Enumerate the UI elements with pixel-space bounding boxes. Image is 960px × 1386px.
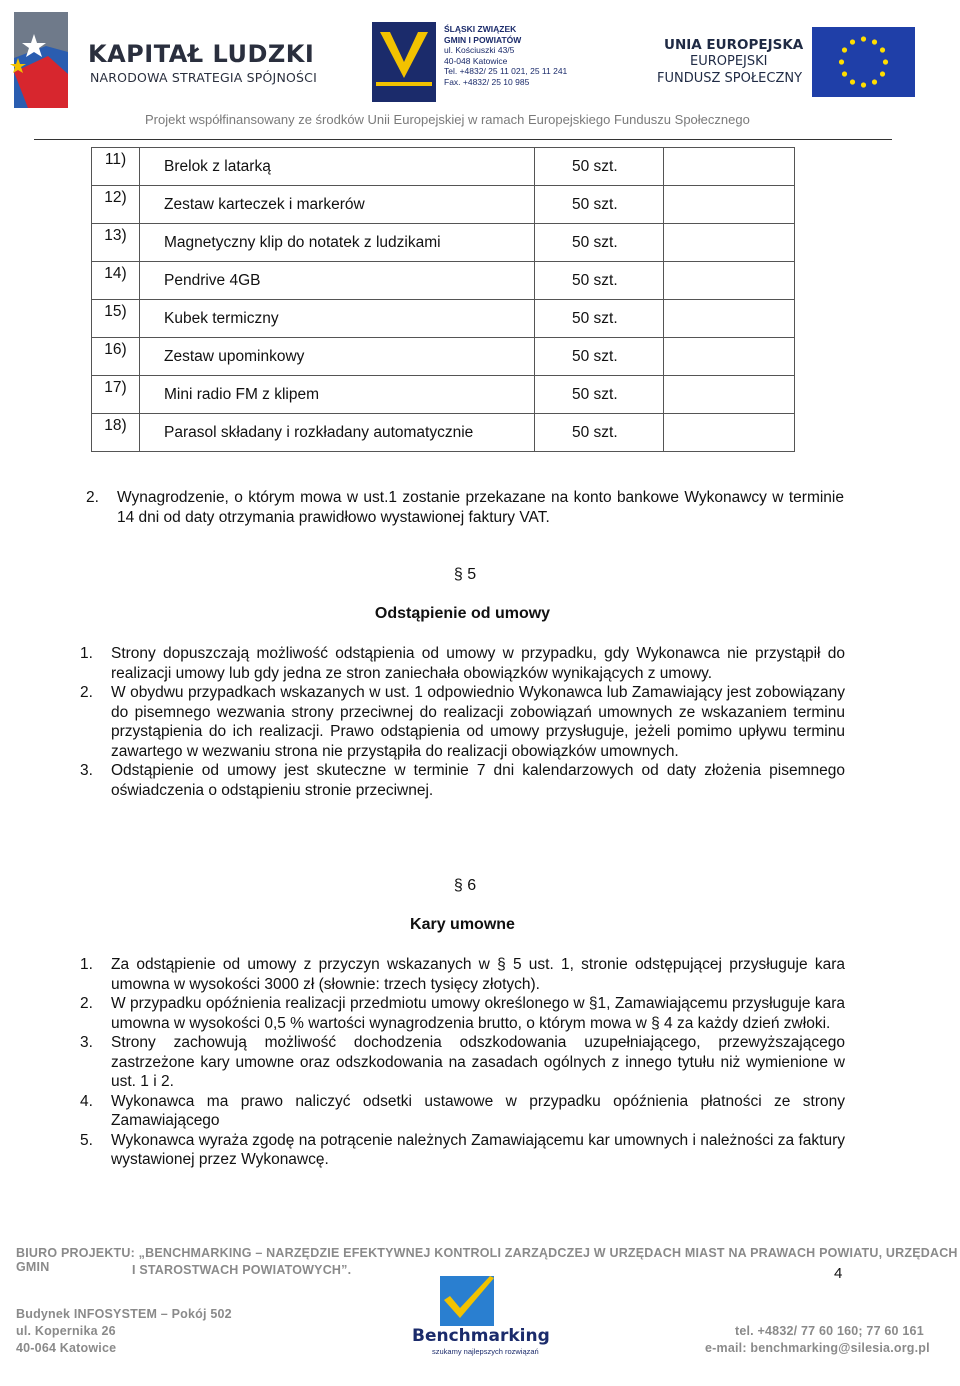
list-item-text: Wykonawca wyraża zgodę na potrącenie należnych Zamawiającemu kar umownych i należności za faktury wystawionej przez Wykonawcę. xyxy=(111,1131,845,1168)
list-item-number: 1. xyxy=(80,956,93,973)
empty-cell xyxy=(664,414,795,452)
table-row xyxy=(92,224,795,262)
table-row xyxy=(92,376,795,414)
row-number: 13) xyxy=(92,224,140,262)
item-name-cell xyxy=(140,338,535,376)
empty-cell xyxy=(664,148,795,186)
item-quantity: 50 szt. xyxy=(572,234,618,251)
silesian-union-contact xyxy=(444,24,567,87)
list-item-number: 3. xyxy=(80,1034,93,1051)
item-qty-cell xyxy=(535,262,664,300)
section-5-mark: § 5 xyxy=(453,566,477,583)
list-item-text: W przypadku opóźnienia realizacji przedmiotu umowy określonego w §1, Zamawiającemu przysługuje kara umowna w wysokości 0,5 % wartości wynagrodzenia brutto, o którym mowa w § 4 za każdy dzień zwłoki. xyxy=(111,995,845,1032)
list-item xyxy=(80,1092,845,1131)
item-qty-cell xyxy=(535,300,664,338)
row-number: 16) xyxy=(92,338,140,376)
project-cofinancing-line: Projekt współfinansowany ze środków Unii Europejskiej w ramach Europejskiego Funduszu Społecznego xyxy=(145,112,750,127)
section-6-title: Kary umowne xyxy=(410,916,515,933)
item-name: Kubek termiczny xyxy=(164,310,279,327)
row-number: 12) xyxy=(92,186,140,224)
kapital-ludzki-subtitle: NARODOWA STRATEGIA SPÓJNOŚCI xyxy=(90,70,317,85)
item-name-cell xyxy=(140,376,535,414)
silesian-union-city: 40-048 Katowice xyxy=(444,55,508,66)
header-divider xyxy=(34,139,892,140)
benchmarking-logo xyxy=(432,1272,502,1328)
silesian-union-street: ul. Kościuszki 43/5 xyxy=(444,45,515,55)
page-number: 4 xyxy=(834,1265,843,1282)
list-item xyxy=(80,1131,845,1170)
item-name-cell xyxy=(140,300,535,338)
kapital-ludzki-title: KAPITAŁ LUDZKI xyxy=(88,40,315,68)
item-name: Magnetyczny klip do notatek z ludzikami xyxy=(164,234,441,251)
row-number: 14) xyxy=(92,262,140,300)
list-item-number: 2. xyxy=(80,684,93,701)
item-quantity: 50 szt. xyxy=(572,386,618,403)
footer-email: e-mail: benchmarking@silesia.org.pl xyxy=(705,1341,930,1355)
item-name: Parasol składany i rozkładany automatycznie xyxy=(164,424,474,441)
benchmarking-brand: Benchmarking xyxy=(412,1326,550,1346)
list-item-number: 2. xyxy=(86,489,99,506)
section-6-mark: § 6 xyxy=(453,877,477,894)
list-item-number: 4. xyxy=(80,1092,93,1110)
footer-address-city: 40-064 Katowice xyxy=(16,1341,117,1355)
item-quantity: 50 szt. xyxy=(572,348,618,365)
item-qty-cell xyxy=(535,414,664,452)
item-qty-cell xyxy=(535,186,664,224)
eu-fund-line1: EUROPEJSKI xyxy=(690,54,768,69)
list-item-text: W obydwu przypadkach wskazanych w ust. 1 odpowiednio Wykonawca lub Zamawiający jest zobowiązany do pisemnego wezwania strony przeciwnej do realizacji zobowiązań umownych ze wskazaniem terminu przystąpienia do ich realizacji. Prawo odstąpienia od umowy przysługuje, jeżeli pomimo upływu terminu zawartego w wezwaniu strona nie przystąpiła do realizacji obowiązków umownych. xyxy=(111,684,845,760)
table-row xyxy=(92,300,795,338)
silesian-union-phone: Tel. +4832/ 25 11 021, 25 11 241 xyxy=(444,66,568,76)
kapital-ludzki-logo xyxy=(8,12,68,108)
empty-cell xyxy=(664,186,795,224)
table-row xyxy=(92,148,795,186)
list-item-number: 5. xyxy=(80,1131,93,1149)
list-item-number: 2. xyxy=(80,995,93,1012)
list-item-number: 1. xyxy=(80,645,93,662)
eu-flag-icon xyxy=(812,27,915,97)
silesian-union-name-line2: GMIN I POWIATÓW xyxy=(444,34,522,45)
eu-title: UNIA EUROPEJSKA xyxy=(664,37,804,53)
item-name-cell xyxy=(140,224,535,262)
item-quantity: 50 szt. xyxy=(572,272,618,289)
item-name-cell xyxy=(140,186,535,224)
empty-cell xyxy=(664,262,795,300)
silesian-union-logo xyxy=(372,22,436,102)
table-row xyxy=(92,338,795,376)
row-number: 11) xyxy=(92,148,140,186)
silesian-union-fax: Fax. +4832/ 25 10 985 xyxy=(444,76,530,87)
item-name: Pendrive 4GB xyxy=(164,272,261,289)
items-table xyxy=(91,147,795,452)
project-office-line2: I STAROSTWACH POWIATOWYCH”. xyxy=(132,1263,352,1277)
silesian-union-name-line1: ŚLĄSKI ZWIĄZEK xyxy=(444,24,517,34)
item-name-cell xyxy=(140,262,535,300)
item-qty-cell xyxy=(535,338,664,376)
item-qty-cell xyxy=(535,148,664,186)
eu-fund-line2: FUNDUSZ SPOŁECZNY xyxy=(657,71,803,86)
item-qty-cell xyxy=(535,376,664,414)
list-item xyxy=(80,994,845,1033)
section-5-list xyxy=(80,644,845,800)
item-quantity: 50 szt. xyxy=(572,424,618,441)
list-item-text: Odstąpienie od umowy jest skuteczne w terminie 7 dni kalendarzowych od daty złożenia pisemnego oświadczenia o odstąpieniu stronie przeciwnej. xyxy=(111,762,845,799)
row-number: 15) xyxy=(92,300,140,338)
empty-cell xyxy=(664,224,795,262)
table-row xyxy=(92,186,795,224)
list-item-text: Strony zachowują możliwość dochodzenia odszkodowania uzupełniającego, przewyższającego zastrzeżone kary umowne oraz odszkodowania na zasadach ogólnych z innego tytułu niż wymienione w ust. 1 i 2. xyxy=(111,1034,845,1090)
list-item-text: Wykonawca ma prawo naliczyć odsetki ustawowe w przypadku opóźnienia płatności ze strony Zamawiającego xyxy=(111,1092,845,1129)
footer-address-street: ul. Kopernika 26 xyxy=(16,1324,116,1338)
list-item xyxy=(80,955,845,994)
item-name: Zestaw karteczek i markerów xyxy=(164,196,365,213)
item-name: Zestaw upominkowy xyxy=(164,348,305,365)
footer-address-building: Budynek INFOSYSTEM – Pokój 502 xyxy=(16,1307,232,1321)
item-quantity: 50 szt. xyxy=(572,310,618,327)
list-item xyxy=(80,761,845,800)
item-name-cell xyxy=(140,414,535,452)
payment-clause xyxy=(86,488,844,527)
list-item-text: Za odstąpienie od umowy z przyczyn wskazanych w § 5 ust. 1, stronie odstępującej przysługuje kara umowna w wysokości 3000 zł (słownie: trzech tysięcy złotych). xyxy=(111,956,845,993)
item-name-cell xyxy=(140,148,535,186)
item-quantity: 50 szt. xyxy=(572,158,618,175)
item-quantity: 50 szt. xyxy=(572,196,618,213)
item-name: Mini radio FM z klipem xyxy=(164,386,320,403)
list-item-text: Wynagrodzenie, o którym mowa w ust.1 zostanie przekazane na konto bankowe Wykonawcy w terminie 14 dni od daty otrzymania prawidłowo wystawionej faktury VAT. xyxy=(117,489,844,526)
item-name: Brelok z latarką xyxy=(164,158,271,175)
table-row xyxy=(92,414,795,452)
project-office-line1: BIURO PROJEKTU: „BENCHMARKING – NARZĘDZIE EFEKTYWNEJ KONTROLI ZARZĄDCZEJ W URZĘDACH MIAST NA PRAWACH POWIATU, URZĘDACH GMIN xyxy=(16,1246,958,1274)
empty-cell xyxy=(664,338,795,376)
list-item xyxy=(86,488,844,527)
row-number: 18) xyxy=(92,414,140,452)
benchmarking-tagline: szukamy najlepszych rozwiązań xyxy=(432,1347,539,1356)
list-item xyxy=(80,644,845,683)
section-5-title: Odstąpienie od umowy xyxy=(374,605,551,622)
empty-cell xyxy=(664,376,795,414)
list-item xyxy=(80,683,845,761)
item-qty-cell xyxy=(535,224,664,262)
empty-cell xyxy=(664,300,795,338)
list-item xyxy=(80,1033,845,1092)
table-row xyxy=(92,262,795,300)
section-6-list xyxy=(80,955,845,1170)
list-item-text: Strony dopuszczają możliwość odstąpienia od umowy w przypadku, gdy Wykonawca nie przystąpił do realizacji umowy lub gdy jedna ze stron zaniechała obowiązków wynikających z umowy. xyxy=(111,645,845,682)
list-item-number: 3. xyxy=(80,762,93,779)
row-number: 17) xyxy=(92,376,140,414)
page-header xyxy=(0,0,960,140)
footer-phone: tel. +4832/ 77 60 160; 77 60 161 xyxy=(735,1324,924,1338)
